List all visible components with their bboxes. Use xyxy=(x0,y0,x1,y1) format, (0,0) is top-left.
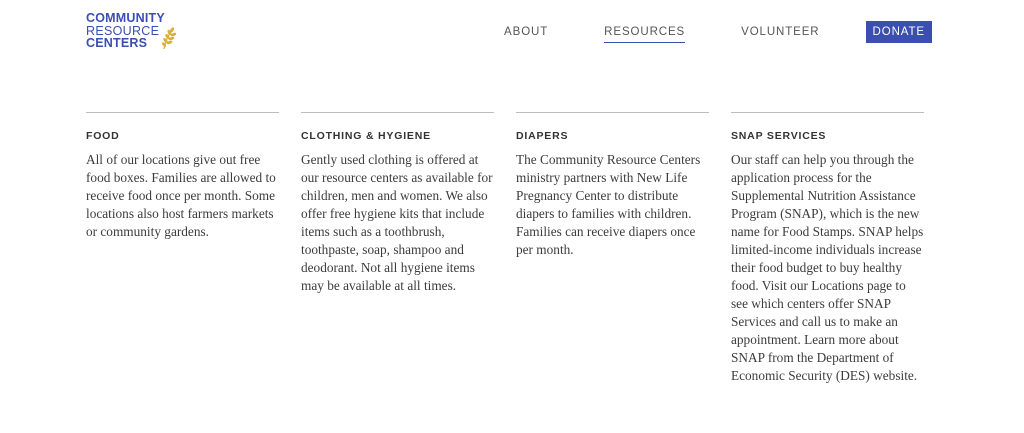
resource-column-clothing-hygiene xyxy=(301,112,494,385)
wheat-icon xyxy=(154,26,176,50)
resource-column-diapers xyxy=(516,112,709,385)
column-body: The Community Resource Centers ministry partners with New Life Pregnancy Center to distribute diapers to families with children. Families can receive diapers once per month. xyxy=(516,152,701,257)
resource-column-food xyxy=(86,112,279,385)
site-logo[interactable] xyxy=(86,12,186,54)
resource-column-snap-services xyxy=(731,112,924,385)
nav-about[interactable]: ABOUT xyxy=(504,26,549,38)
column-title: SNAP SERVICES xyxy=(731,130,827,142)
column-title: DIAPERS xyxy=(516,130,569,142)
nav-volunteer[interactable]: VOLUNTEER xyxy=(741,26,820,38)
resources-columns xyxy=(86,112,924,385)
column-title: CLOTHING & HYGIENE xyxy=(301,130,431,142)
logo-line-resource: RESOURCE xyxy=(86,23,160,38)
main-nav xyxy=(448,21,932,43)
nav-resources[interactable]: RESOURCES xyxy=(604,22,685,42)
donate-button[interactable]: DONATE xyxy=(866,21,932,43)
logo-line-community: COMMUNITY xyxy=(86,11,165,25)
column-body: All of our locations give out free food boxes. Families are allowed to receive food once per month. Some locations also host farmers markets or community gardens. xyxy=(86,152,276,239)
column-body: Gently used clothing is offered at our resource centers as available for children, men and women. We also offer free hygiene kits that include items such as a toothbrush, toothpaste, soap, shampoo and deodorant. Not all hygiene items may be available at all times. xyxy=(301,152,493,293)
column-body: Our staff can help you through the application process for the Supplemental Nutrition Assistance Program (SNAP), which is the new name for Food Stamps. SNAP helps limited-income individuals increase their food budget to buy healthy food. Visit our Locations page to see which centers offer SNAP Services and call us to make an appointment. Learn more about SNAP from the Department of Economic Security (DES) website. xyxy=(731,152,924,383)
column-title: FOOD xyxy=(86,130,120,142)
logo-line-centers: CENTERS xyxy=(86,36,148,50)
